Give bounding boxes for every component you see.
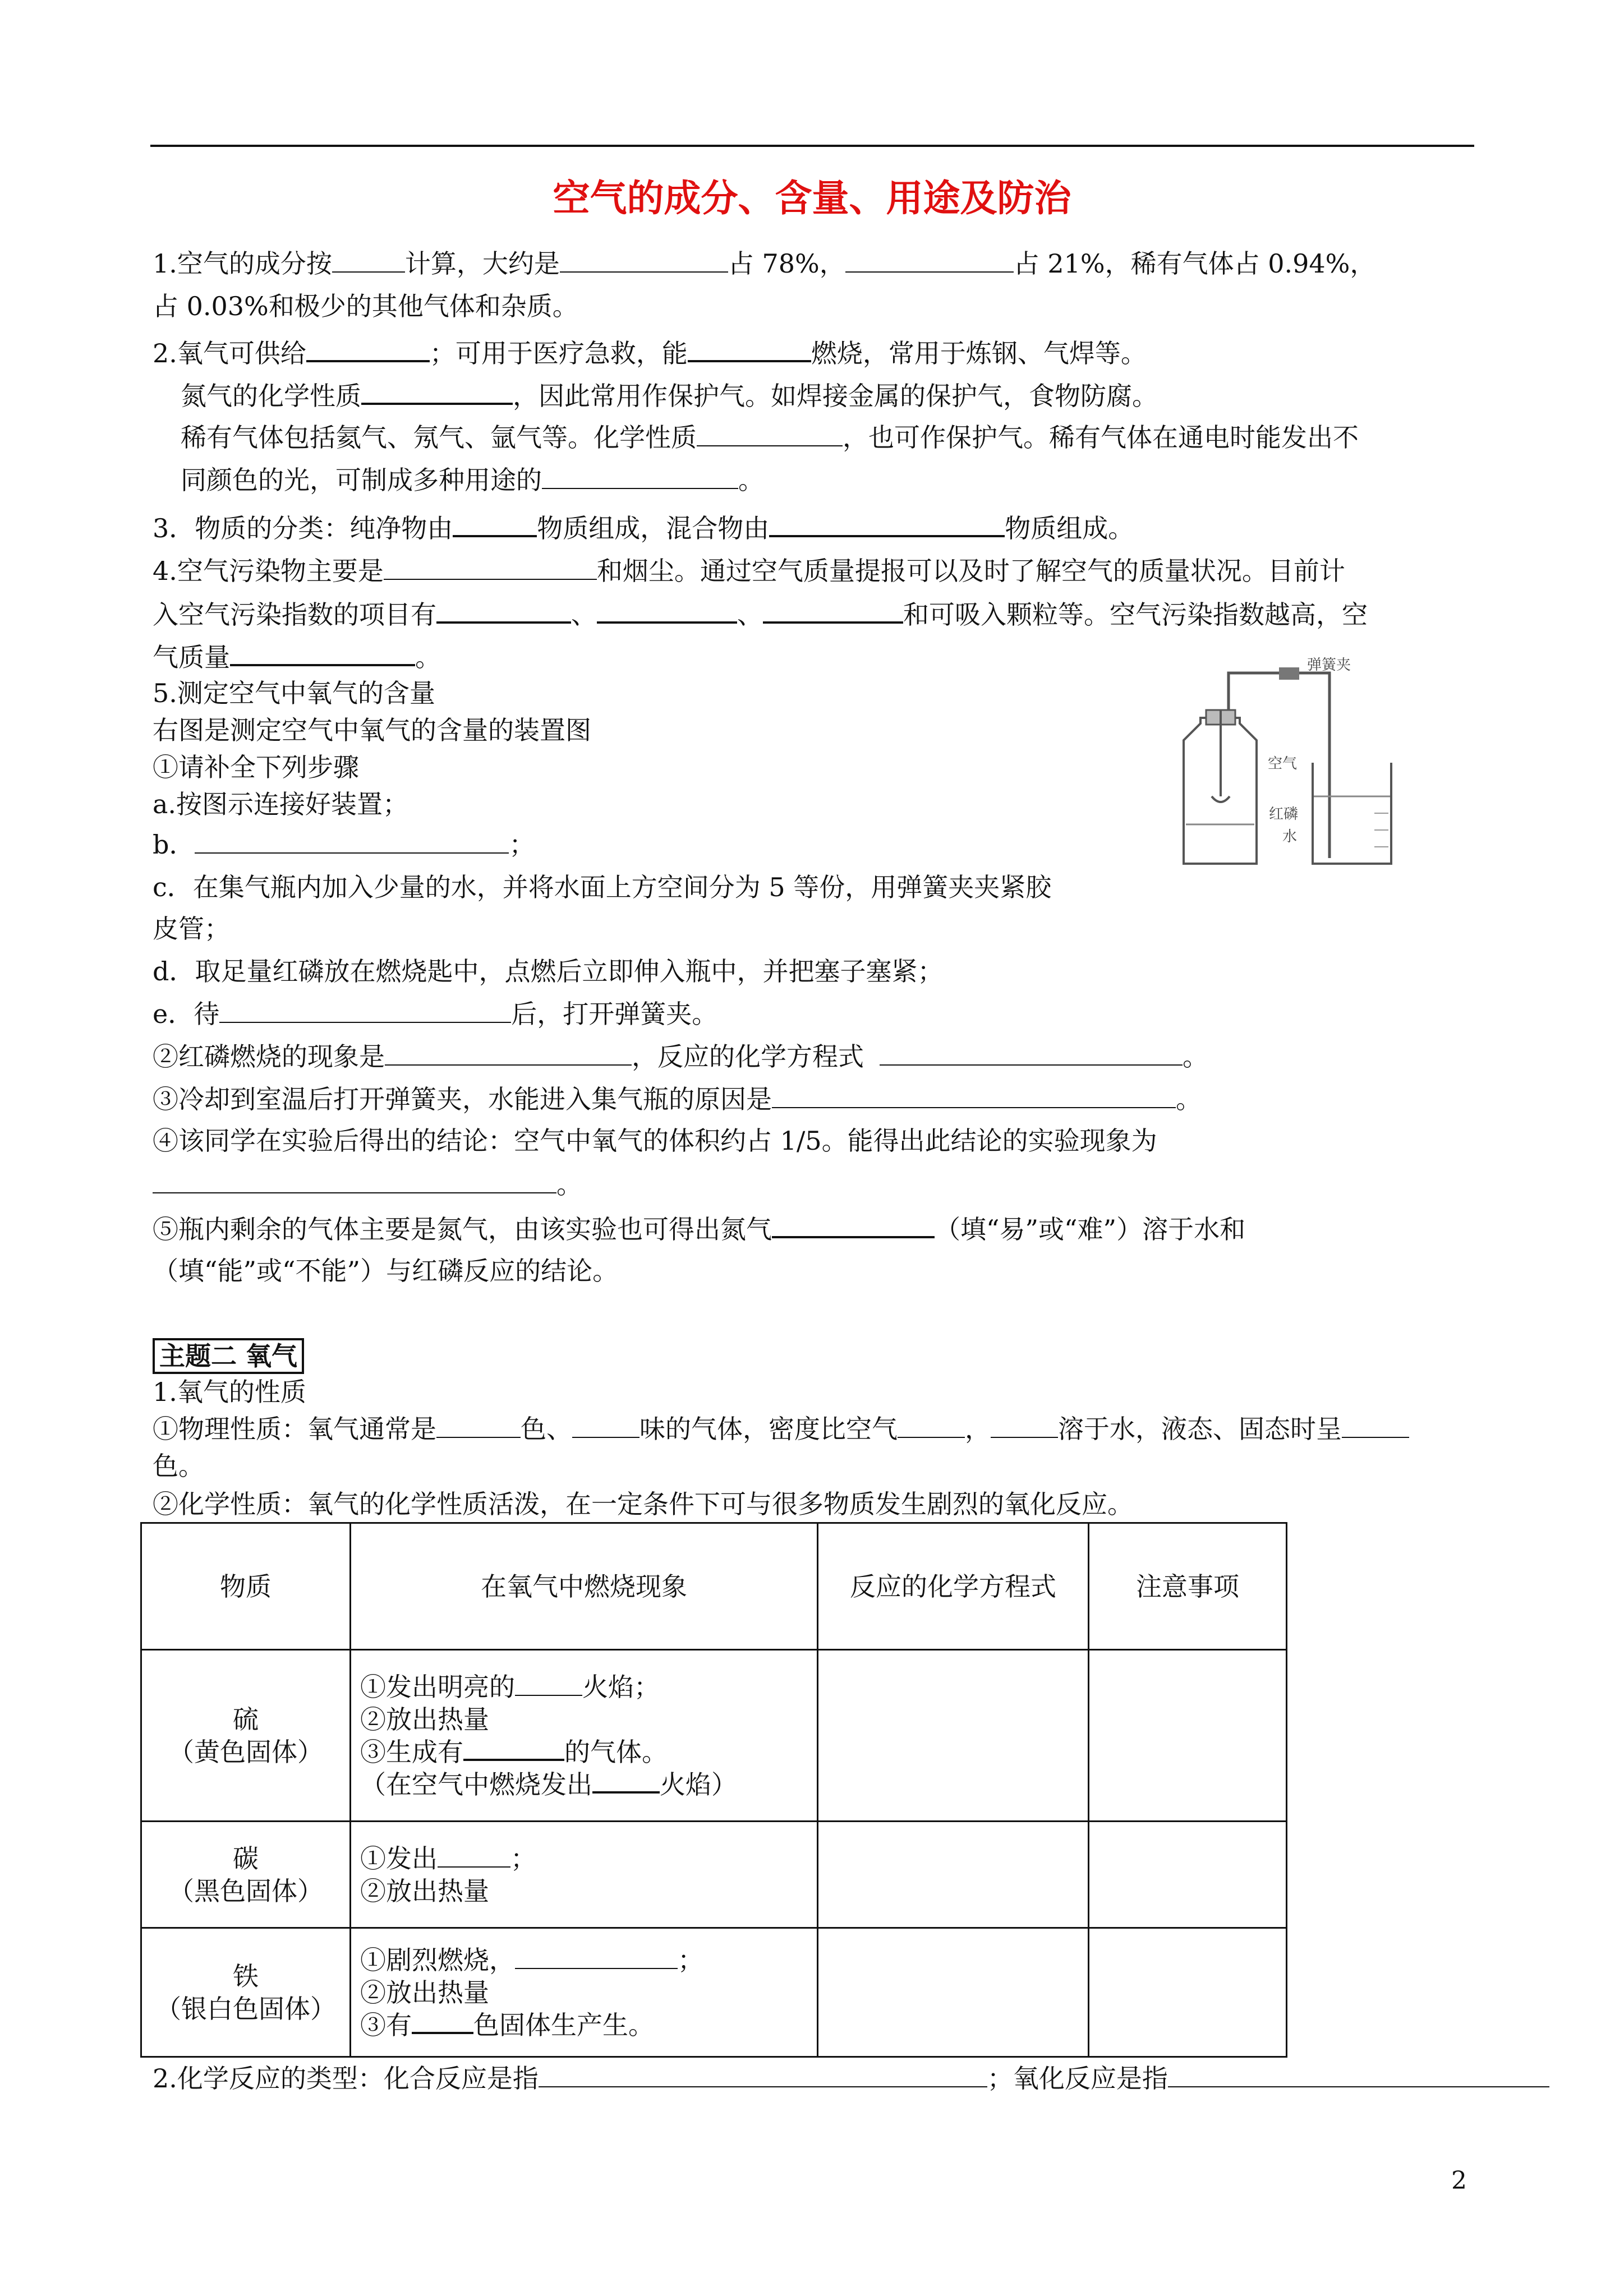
phys-e: 溶于水，液态、固态时呈 [1058,1414,1342,1444]
blank[interactable] [769,510,1005,537]
phenomenon-line [360,1976,817,2009]
q2-text-g: ，也可作保护气。稀有气体在通电时能发出不 [843,422,1359,453]
q4-line1 [153,554,1345,588]
phenomenon-line [360,1944,817,1976]
q5-p2 [153,1040,1208,1073]
q2-line3 [181,421,1359,454]
blank[interactable] [697,421,843,446]
page-number: 2 [1451,2166,1467,2195]
q5-p4: ④该同学在实验后得出的结论：空气中氧气的体积约占 1/5。能得出此结论的实验现象为 [153,1126,1157,1156]
phen-text: ； [510,1843,536,1874]
header-phenomenon: 在氧气中燃烧现象 [351,1523,818,1650]
blank[interactable] [385,1040,632,1066]
phenomenon-cell [351,1928,818,2057]
blank[interactable] [463,1736,564,1761]
q1-line1 [153,247,1375,280]
q5-p5-cont: （填“能”或“不能”）与红磷反应的结论。 [153,1256,619,1286]
q5-p4-answer [153,1168,582,1201]
q1-text-b: 计算，大约是 [404,248,560,279]
q5-p5-b: （填“易”或“难”）溶于水和 [935,1214,1246,1244]
q5-step-e [153,997,717,1031]
phen-text: ①发出 [360,1843,438,1874]
phenomenon-line [360,1875,817,1907]
phen-text: ①剧烈燃烧， [360,1944,515,1975]
reaction-type-b: ；氧化反应是指 [987,2063,1168,2094]
table-row [141,1928,1287,2057]
substance-name: 碳 [233,1843,259,1874]
spring-clip [1279,667,1299,680]
notes-cell[interactable] [1089,1650,1287,1822]
blank[interactable] [1342,1412,1409,1438]
header-rule [150,145,1474,147]
q4-text-f: 和可吸入颗粒等。空气污染指数越高，空 [903,600,1368,630]
q4-text-e: 、 [737,600,763,630]
q2-text-i: 。 [738,465,764,495]
q5-intro: 右图是测定空气中氧气的含量的装置图 [153,715,591,745]
blank[interactable] [542,463,738,489]
blank[interactable] [412,2009,473,2034]
q5-heading: 5.测定空气中氧气的含量 [153,678,435,708]
q5-step-d: d．取足量红磷放在燃烧匙中，点燃后立即伸入瓶中，并把塞子塞紧； [153,956,944,986]
q4-text-b: 和烟尘。通过空气质量提报可以及时了解空气的质量状况。目前计 [596,556,1345,586]
q4-text-h: 。 [415,642,441,672]
apparatus-diagram [1167,656,1459,880]
blank[interactable] [688,335,811,362]
blank[interactable] [436,1412,521,1438]
q5-step-a: a.按图示连接好装置； [153,789,409,819]
equation-cell[interactable] [818,1650,1089,1822]
equation-cell[interactable] [818,1928,1089,2057]
notes-cell[interactable] [1089,1822,1287,1928]
phen-text: （在空气中燃烧发出 [360,1769,592,1800]
q5-step-e-end: 后，打开弹簧夹。 [511,999,718,1029]
q5-step-b-end: ； [509,829,535,860]
phys-c: 味的气体，密度比空气 [640,1414,898,1444]
substance-cell [141,1822,351,1928]
substance-cell [141,1928,351,2057]
q5-p3-b: 。 [1176,1084,1202,1114]
q3-text-c: 物质组成。 [1005,513,1134,543]
topic2-phys-end: 色。 [153,1451,204,1481]
q1-text-d: 占 21%，稀有气体占 0.94%， [1013,248,1376,279]
q4-text-g: 气质量 [153,642,230,672]
q5-step-c1: c．在集气瓶内加入少量的水，并将水面上方空间分为 5 等份，用弹簧夹夹紧胶 [153,872,1052,902]
blank[interactable] [597,597,737,624]
blank[interactable] [384,554,597,580]
q1-line2: 占 0.03%和极少的其他气体和杂质。 [153,291,578,321]
table-row [141,1822,1287,1928]
q5-p2-a: ②红磷燃烧的现象是 [153,1041,385,1072]
phenomenon-cell [351,1822,818,1928]
phen-text: ①发出明亮的 [360,1671,515,1702]
blank[interactable] [880,1040,1183,1066]
blank[interactable] [332,247,405,273]
q4-text-a: 4.空气污染物主要是 [153,556,384,586]
phenomenon-line [360,1768,817,1801]
substance-state: （银白色固体） [155,1993,336,2024]
q5-p3-a: ③冷却到室温后打开弹簧夹，水能进入集气瓶的原因是 [153,1084,772,1114]
phys-b: 色、 [521,1414,572,1444]
phenomenon-line [360,2009,817,2041]
substance-state: （黑色固体） [168,1875,323,1906]
q5-step-e-label: e．待 [153,999,220,1029]
q1-text-a: 1.空气的成分按 [153,248,332,279]
blank[interactable] [361,378,513,405]
phen-text: ③有 [360,2009,412,2040]
phen-text: ②放出热量 [360,1875,489,1906]
q5-p2-c: 。 [1183,1041,1208,1072]
q3-text-b: 物质组成，混合物由 [537,513,770,543]
q2-text-e: ，因此常用作保护气。如焊接金属的保护气，食物防腐。 [513,381,1158,411]
phenomenon-line [360,1736,817,1768]
blank[interactable] [436,597,571,624]
q5-step-head: ①请补全下列步骤 [153,752,359,782]
phenomenon-line [360,1671,817,1703]
table-header-row [141,1523,1287,1650]
phen-text: 的气体。 [564,1736,668,1767]
blank[interactable] [991,1412,1058,1438]
blank[interactable] [195,828,509,854]
header-notes: 注意事项 [1089,1523,1287,1650]
blank[interactable] [153,1168,556,1193]
phen-text: 火焰） [660,1769,737,1800]
topic2-chem: ②化学性质：氧气的化学性质活泼，在一定条件下可与很多物质发生剧烈的氧化反应。 [153,1489,1133,1519]
q4-text-c: 入空气污染指数的项目有 [153,600,436,630]
blank[interactable] [772,1211,935,1238]
phys-d: ， [965,1414,991,1444]
blank[interactable] [306,335,430,362]
q5-p5-a: ⑤瓶内剩余的气体主要是氮气，由该实验也可得出氮气 [153,1214,772,1244]
header-equation: 反应的化学方程式 [818,1523,1089,1650]
blank[interactable] [230,639,415,666]
q3-text-a: 3．物质的分类：纯净物由 [153,513,453,543]
q2-line1 [153,335,1147,370]
q4-line3 [153,639,441,674]
q2-text-h: 同颜色的光，可制成多种用途的 [181,465,542,495]
phenomenon-line [360,1703,817,1736]
blank[interactable] [1168,2062,1549,2087]
clip-label: 弹簧夹 [1307,657,1351,674]
blank[interactable] [438,1844,510,1868]
q2-text-f: 稀有气体包括氦气、氖气、氩气等。化学性质 [181,422,697,453]
phen-text: ②放出热量 [360,1977,489,2008]
topic-two-box: 主题二 氧气 [153,1338,304,1374]
phosphorus-label: 红磷 [1269,806,1299,823]
blank[interactable] [592,1769,660,1794]
q-reaction-types [153,2062,1549,2095]
phen-text: ； [678,1944,703,1975]
q2-text-a: 2.氧气可供给 [153,338,306,368]
q2-line2 [181,378,1158,413]
q5-p2-b: ，反应的化学方程式 [632,1041,864,1072]
phen-text: ②放出热量 [360,1704,489,1735]
q2-text-d: 氮气的化学性质 [181,381,361,411]
blank[interactable] [539,2062,987,2087]
substance-name: 铁 [233,1961,259,1991]
q5-p5 [153,1211,1245,1246]
blank[interactable] [515,1945,678,1969]
substance-cell [141,1650,351,1822]
q1-text-c: 占 78%， [728,248,845,279]
phen-text: 色固体生产生。 [473,2009,654,2040]
substance-name: 硫 [233,1704,259,1735]
q2-text-c: 燃烧，常用于炼钢、气焊等。 [811,338,1147,368]
q5-p4-end: 。 [556,1169,582,1200]
q5-p3 [153,1082,1202,1116]
notes-cell[interactable] [1089,1928,1287,2057]
q3-line [153,510,1134,545]
blank[interactable] [453,510,537,537]
water-label: 水 [1282,828,1298,845]
phys-a: ①物理性质：氧气通常是 [153,1414,436,1444]
reaction-type-a: 2.化学反应的类型：化合反应是指 [153,2063,539,2094]
blank[interactable] [763,597,903,624]
topic2-phys [153,1412,1409,1446]
blank[interactable] [572,1412,640,1438]
air-label: 空气 [1268,755,1298,772]
q4-text-d: 、 [571,600,597,630]
combustion-table [140,1522,1287,2058]
table-row [141,1650,1287,1822]
q2-text-b: ；可用于医疗急救，能 [429,338,688,368]
phenomenon-line [360,1842,817,1875]
blank[interactable] [898,1412,965,1438]
q5-step-b [153,828,535,861]
topic2-s1: 1.氧气的性质 [153,1377,306,1407]
blank[interactable] [845,247,1014,273]
page-title: 空气的成分、含量、用途及防治 [553,177,1071,220]
header-substance: 物质 [141,1523,351,1650]
q2-line4 [181,463,764,497]
blank[interactable] [560,247,728,273]
substance-state: （黄色固体） [168,1736,323,1767]
phen-text: ③生成有 [360,1736,463,1767]
blank[interactable] [515,1672,582,1696]
q5-step-b-label: b． [153,829,195,860]
phen-text: 火焰； [582,1671,660,1702]
blank[interactable] [772,1082,1176,1108]
q5-step-c2: 皮管； [153,914,230,944]
q4-line2 [153,597,1368,631]
equation-cell[interactable] [818,1822,1089,1928]
phenomenon-cell [351,1650,818,1822]
blank[interactable] [219,997,511,1023]
